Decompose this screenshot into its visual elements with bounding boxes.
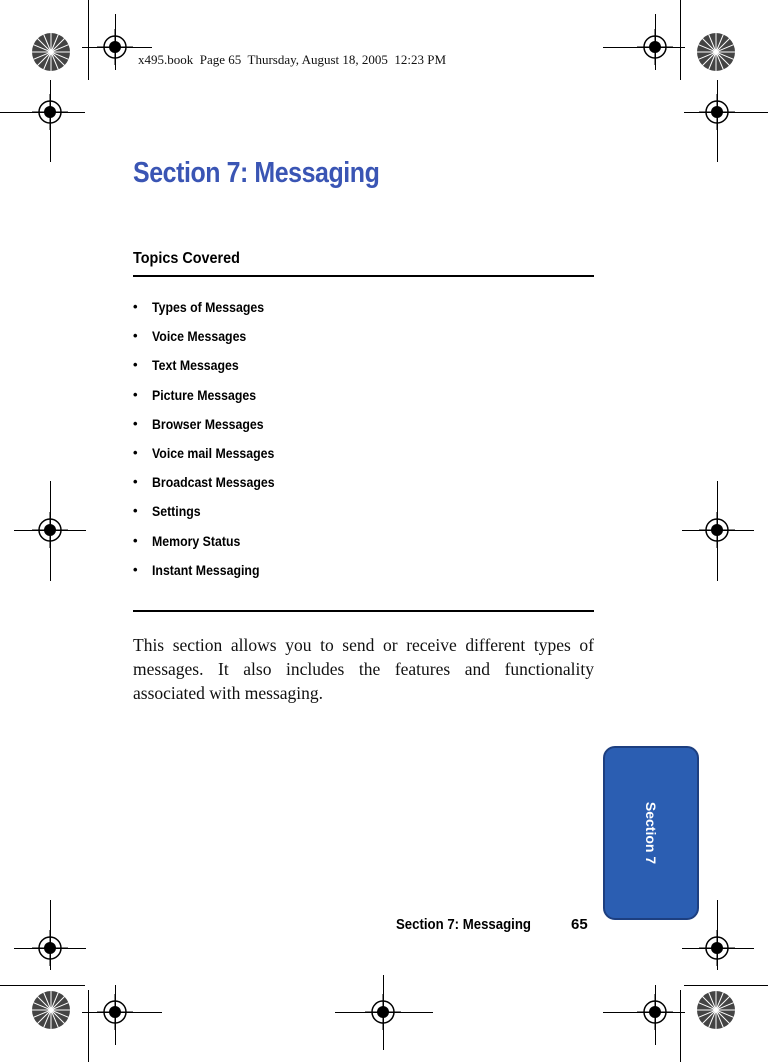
- star-target-icon: [696, 32, 736, 72]
- list-item: [133, 503, 291, 532]
- bullet: •: [133, 561, 138, 577]
- star-target-icon: [696, 990, 736, 1030]
- bullet: •: [133, 503, 138, 519]
- body-paragraph: This section allows you to send or receive different types of messages. It also includes the features and functionality associated with messaging.: [133, 635, 594, 703]
- topic-label: Broadcast Messages: [152, 474, 275, 491]
- list-item: [133, 445, 291, 474]
- page-number: 65: [571, 916, 588, 933]
- list-item: [133, 533, 291, 562]
- bullet: •: [133, 415, 138, 431]
- registration-mark-icon: [637, 29, 673, 65]
- registration-mark-icon: [32, 512, 68, 548]
- star-target-icon: [31, 990, 71, 1030]
- bullet: •: [133, 357, 138, 373]
- registration-mark-icon: [699, 512, 735, 548]
- bullet: •: [133, 474, 138, 490]
- bullet: •: [133, 328, 138, 344]
- registration-mark-icon: [637, 994, 673, 1030]
- topics-top-divider: [133, 275, 594, 277]
- bullet: •: [133, 444, 138, 460]
- section-tab: [603, 746, 699, 920]
- list-item: [133, 357, 291, 386]
- list-item: [133, 387, 291, 416]
- footer-title: Section 7: Messaging: [396, 916, 531, 933]
- topics-list: [133, 299, 291, 591]
- bullet: •: [133, 386, 138, 402]
- section-tab-label: Section 7: [643, 801, 659, 865]
- topic-label: Text Messages: [152, 357, 239, 374]
- topics-bottom-divider: [133, 610, 594, 612]
- topic-label: Settings: [152, 503, 201, 520]
- topic-label: Instant Messaging: [152, 561, 260, 578]
- registration-mark-icon: [699, 94, 735, 130]
- list-item: [133, 562, 291, 591]
- list-item: [133, 416, 291, 445]
- topic-label: Browser Messages: [152, 415, 264, 432]
- registration-mark-icon: [699, 930, 735, 966]
- topic-label: Voice Messages: [152, 328, 247, 345]
- list-item: [133, 474, 291, 503]
- section-title: Section 7: Messaging: [133, 157, 380, 189]
- star-target-icon: [31, 32, 71, 72]
- bullet: •: [133, 532, 138, 548]
- topic-label: Picture Messages: [152, 386, 257, 403]
- topics-heading: Topics Covered: [133, 250, 240, 267]
- list-item: [133, 328, 291, 357]
- registration-mark-icon: [32, 94, 68, 130]
- registration-mark-icon: [365, 994, 401, 1030]
- bullet: •: [133, 299, 138, 314]
- registration-mark-icon: [97, 29, 133, 65]
- registration-mark-icon: [32, 930, 68, 966]
- registration-mark-icon: [97, 994, 133, 1030]
- list-item: [133, 299, 291, 328]
- print-header: x495.book Page 65 Thursday, August 18, 2005 12:23 PM: [138, 52, 447, 67]
- topic-label: Voice mail Messages: [152, 444, 275, 461]
- topic-label: Memory Status: [152, 532, 241, 549]
- topic-label: Types of Messages: [152, 299, 265, 315]
